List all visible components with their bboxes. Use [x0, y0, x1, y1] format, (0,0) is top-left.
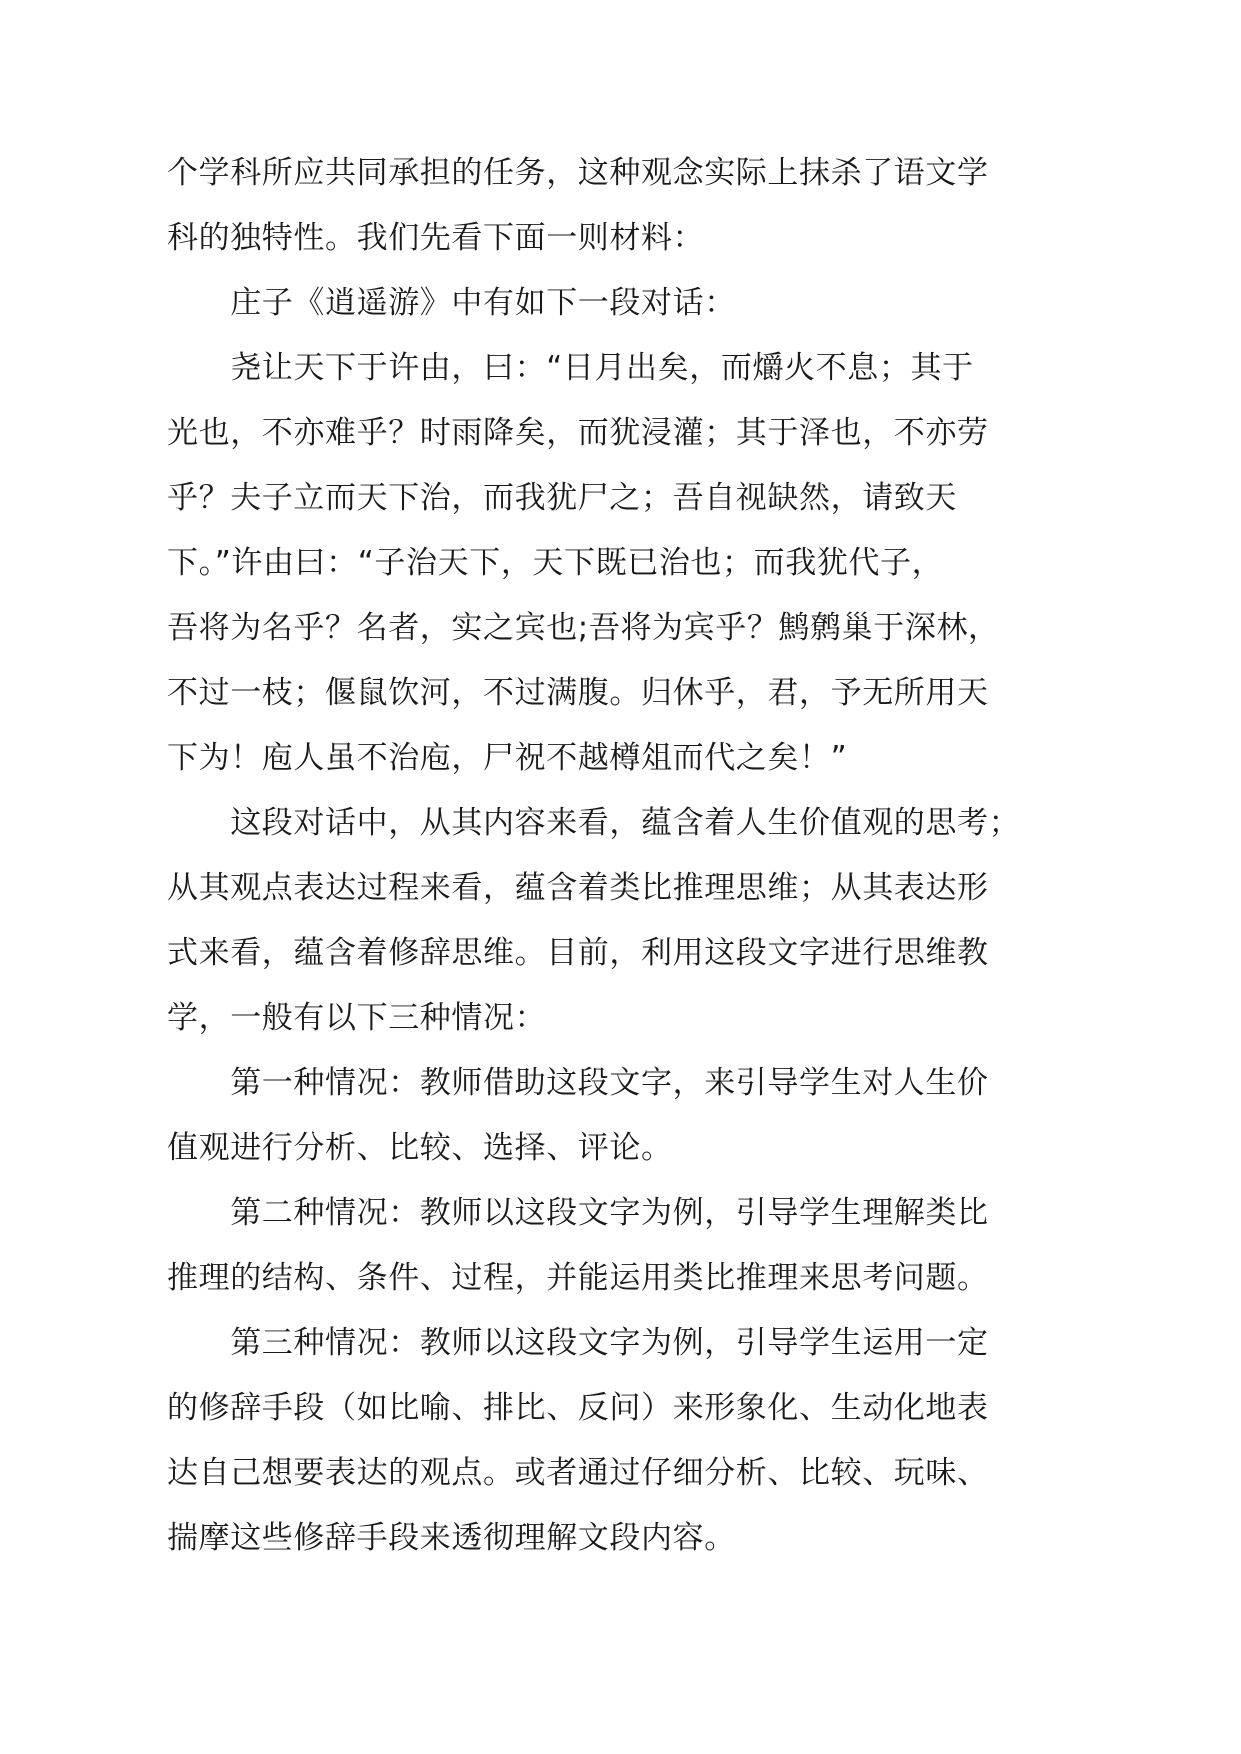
text-line: 第三种情况：教师以这段文字为例，引导学生运用一定 — [167, 1325, 989, 1361]
text-line: 光也，不亦难乎？时雨降矣，而犹浸灌；其于泽也，不亦劳 — [167, 415, 989, 451]
text-line: 下为！庖人虽不治庖，尸祝不越樽俎而代之矣！” — [167, 740, 848, 776]
text-line: 科的独特性。我们先看下面一则材料： — [167, 220, 705, 256]
text-line: 式来看，蕴含着修辞思维。目前，利用这段文字进行思维教 — [167, 935, 989, 971]
text-line: 第一种情况：教师借助这段文字，来引导学生对人生价 — [167, 1065, 989, 1101]
text-line: 不过一枝；偃鼠饮河，不过满腹。归休乎，君，予无所用天 — [167, 675, 989, 711]
text-line: 学，一般有以下三种情况： — [167, 1000, 547, 1036]
text-line: 个学科所应共同承担的任务，这种观念实际上抹杀了语文学 — [167, 155, 989, 191]
text-line: 这段对话中，从其内容来看，蕴含着人生价值观的思考； — [167, 805, 1021, 841]
text-line: 的修辞手段（如比喻、排比、反问）来形象化、生动化地表 — [167, 1390, 989, 1426]
text-line: 尧让天下于许由，曰：“日月出矣，而爝火不息；其于 — [167, 350, 974, 386]
text-line: 庄子《逍遥游》中有如下一段对话： — [167, 285, 736, 321]
text-line: 值观进行分析、比较、选择、评论。 — [167, 1130, 673, 1166]
body-text — [167, 141, 1167, 1571]
text-line: 乎？夫子立而天下治，而我犹尸之；吾自视缺然，请致天 — [167, 480, 957, 516]
text-line: 吾将为名乎？名者，实之宾也;吾将为宾乎？鹪鹩巢于深林， — [167, 610, 1000, 646]
text-line: 推理的结构、条件、过程，并能运用类比推理来思考问题。 — [167, 1260, 989, 1296]
text-line: 第二种情况：教师以这段文字为例，引导学生理解类比 — [167, 1195, 989, 1231]
text-line: 揣摩这些修辞手段来透彻理解文段内容。 — [167, 1520, 736, 1556]
text-line: 下。”许由曰：“子治天下，天下既已治也；而我犹代子， — [167, 545, 944, 581]
text-line: 达自己想要表达的观点。或者通过仔细分析、比较、玩味、 — [167, 1455, 989, 1491]
text-line: 从其观点表达过程来看，蕴含着类比推理思维；从其表达形 — [167, 870, 989, 906]
